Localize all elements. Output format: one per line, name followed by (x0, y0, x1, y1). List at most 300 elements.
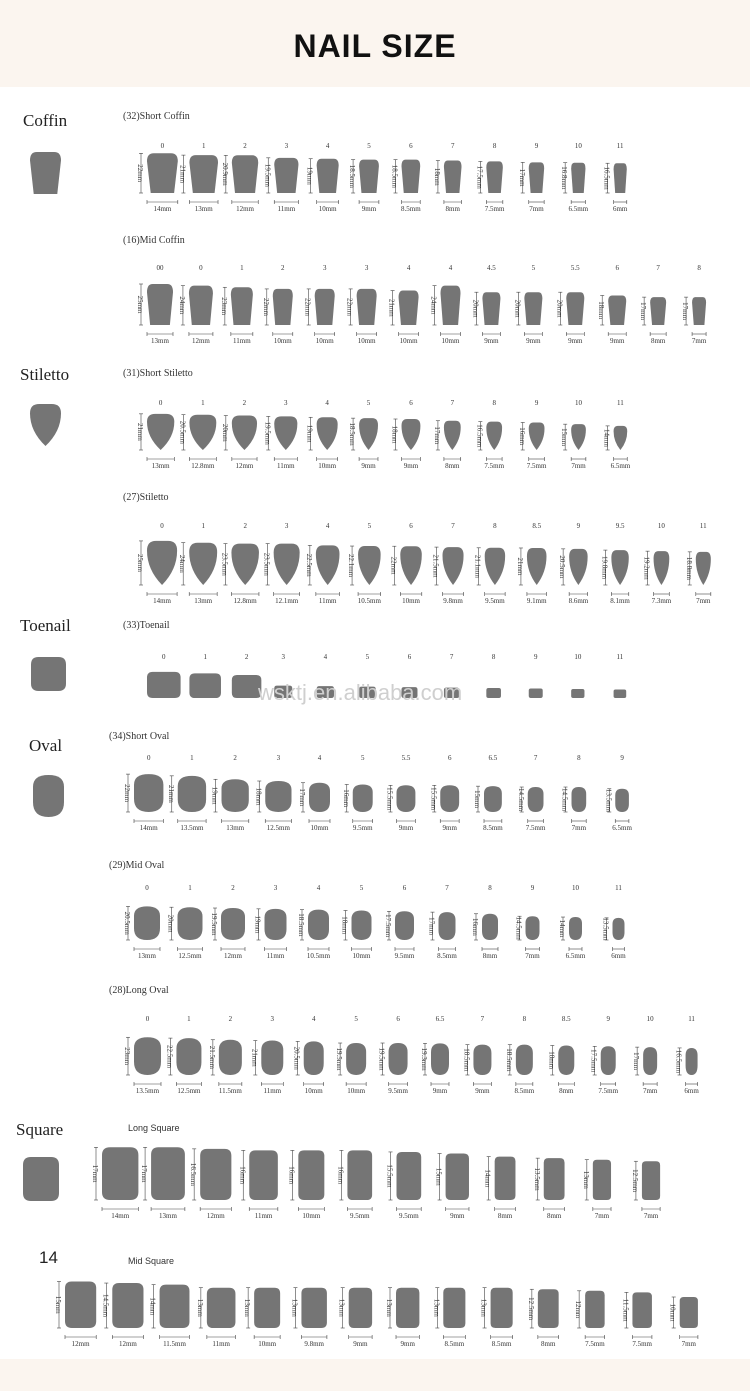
nail-size-number: 8 (697, 264, 701, 272)
nail-width-label: 11.5mm (163, 1340, 186, 1348)
nail-cell (386, 1152, 422, 1220)
oval-nail-shape (601, 1046, 616, 1075)
nail-width-label: 13mm (151, 462, 170, 470)
nail-width-label: 8.1mm (610, 597, 630, 605)
nail-width-label: 9mm (442, 824, 457, 832)
stiletto-nail-shape (527, 548, 547, 585)
nail-width-label: 8.5mm (491, 1340, 512, 1348)
nail-cell (136, 142, 178, 213)
nail-cell (254, 754, 291, 832)
nail-size-number: 1 (190, 754, 194, 762)
nail-width-label: 13mm (226, 824, 245, 832)
nail-height-label: 17mm (298, 788, 306, 807)
nail-size-number: 3 (270, 1015, 275, 1023)
oval-nail-shape (395, 911, 414, 940)
nail-cell (347, 522, 381, 605)
coffin-nail-shape (399, 291, 419, 325)
nail-cell (304, 264, 335, 345)
nail-cell (432, 522, 464, 605)
nail-size-number: 00 (156, 264, 164, 272)
nail-width-label: 14mm (153, 205, 172, 213)
nail-cell (560, 399, 586, 470)
nail-height-label: 20.5mm (558, 555, 567, 579)
nail-width-label: 10mm (352, 952, 371, 960)
nail-width-label: 11mm (277, 205, 296, 213)
nail-height-label: 16mm (336, 1166, 345, 1185)
nail-width-label: 8.6mm (568, 597, 589, 605)
nail-row (54, 1282, 698, 1349)
nail-cell (484, 1157, 516, 1220)
nail-cell (386, 754, 416, 832)
nail-width-label: 9.8mm (304, 1340, 324, 1348)
nail-cell (123, 754, 163, 832)
nail-cell (614, 653, 627, 698)
nail-size-number: 4 (325, 399, 329, 407)
nail-height-label: 23mm (123, 1047, 131, 1066)
nail-width-label: 9mm (484, 337, 499, 345)
square-nail-shape (102, 1147, 138, 1200)
nail-cell (149, 1285, 190, 1348)
oval-nail-shape (431, 1043, 449, 1075)
nail-cell (167, 754, 206, 832)
nail-cell (232, 653, 262, 698)
nail-height-label: 22.1mm (347, 553, 356, 578)
nail-cell (211, 754, 249, 832)
stiletto-nail-shape (274, 544, 300, 585)
nail-cell (590, 1015, 619, 1095)
nail-cell (348, 399, 378, 470)
nail-width-label: 12.8mm (233, 597, 257, 605)
coffin-nail-shape (441, 286, 461, 325)
nail-width-label: 10mm (347, 1087, 366, 1095)
nail-height-label: 14.5mm (560, 787, 569, 812)
nail-height-label: 16.8mm (560, 166, 569, 190)
square-nail-shape (249, 1150, 278, 1200)
nail-width-label: 10mm (258, 1340, 277, 1348)
square-nail-shape (585, 1291, 605, 1328)
nail-height-label: 16mm (517, 427, 526, 446)
nail-cell (91, 1147, 138, 1220)
toenail-nail-shape (189, 673, 221, 698)
nail-size-number: 3 (364, 264, 369, 272)
nail-width-label: 11mm (266, 952, 285, 960)
nail-size-number: 3 (322, 264, 327, 272)
nail-size-number: 1 (201, 522, 205, 530)
nail-height-label: 15mm (54, 1295, 62, 1314)
oval-nail-shape (219, 1040, 242, 1075)
nail-height-label: 22mm (136, 164, 144, 183)
nail-height-label: 17mm (91, 1164, 99, 1183)
nail-width-label: 6mm (684, 1087, 699, 1095)
nail-height-label: 16.5mm (602, 166, 611, 190)
nail-size-number: 8 (492, 399, 496, 407)
stiletto-nail-shape (614, 426, 628, 450)
nail-cell (220, 264, 253, 345)
nail-width-label: 9mm (361, 462, 376, 470)
square-nail-shape (491, 1288, 513, 1328)
nail-height-label: 17.5mm (384, 914, 392, 938)
nail-width-label: 11mm (276, 462, 295, 470)
nail-width-label: 14mm (153, 597, 171, 605)
nail-size-number: 8 (577, 754, 581, 762)
nail-size-number: 0 (158, 399, 163, 407)
oval-nail-shape (352, 910, 372, 940)
oval-nail-shape (134, 774, 163, 812)
nail-width-label: 7mm (696, 597, 711, 605)
nail-height-label: 18mm (432, 167, 441, 186)
nail-size-number: 9 (530, 884, 535, 892)
nail-width-label: 7mm (643, 1212, 659, 1220)
nail-width-label: 12.5mm (266, 824, 290, 832)
nail-height-label: 16.5mm (674, 1049, 683, 1074)
coffin-nail-shape (317, 159, 339, 193)
oval-nail-shape (526, 916, 540, 940)
nail-size-number: 9.5 (615, 522, 625, 530)
nail-width-label: 13mm (159, 1212, 177, 1220)
coffin-nail-shape (571, 163, 585, 193)
oval-nail-shape (261, 1041, 283, 1075)
nail-size-number: 8.5 (561, 1015, 571, 1023)
nail-cell (471, 264, 500, 345)
nail-cell (515, 884, 541, 960)
nail-cell (136, 264, 173, 345)
nail-width-label: 7.5mm (526, 462, 547, 470)
oval-nail-shape (615, 789, 629, 812)
nail-size-number: 7 (451, 522, 455, 530)
nail-size-number: 5 (366, 399, 371, 407)
nail-height-label: 16mm (238, 1166, 247, 1185)
coffin-nail-shape (692, 297, 706, 325)
nail-height-label: 20mm (555, 299, 564, 318)
nail-width-label: 12mm (71, 1340, 90, 1348)
coffin-nail-shape (614, 163, 627, 193)
stiletto-nail-shape (611, 550, 628, 585)
nail-height-label: 21mm (250, 1048, 259, 1067)
nail-height-label: 15.5mm (429, 787, 438, 811)
nail-row (136, 522, 711, 605)
row-label-short-stiletto: (31)Short Stiletto (123, 368, 193, 379)
oval-nail-shape (484, 786, 502, 812)
nail-width-label: 7.5mm (598, 1087, 619, 1095)
nail-height-label: 19.5mm (335, 1047, 344, 1071)
nail-height-label: 13mm (479, 1298, 488, 1317)
nail-width-label: 9mm (568, 337, 583, 345)
oval-nail-shape (440, 785, 459, 812)
nail-size-number: 5 (365, 653, 370, 661)
nail-cell (348, 142, 379, 213)
nail-cell (189, 1149, 231, 1220)
nail-size-number: 2 (233, 754, 237, 762)
nail-size-number: 9 (534, 399, 539, 407)
nail-size-number: 4 (325, 522, 330, 530)
nail-size-number: 3 (284, 399, 288, 407)
nail-size-number: 0 (145, 884, 149, 892)
nail-cell (428, 884, 458, 960)
square-nail-shape (151, 1147, 185, 1200)
nail-height-label: 19.8mm (600, 555, 609, 580)
nail-cell (621, 1292, 652, 1348)
nail-size-number: 6 (409, 399, 413, 407)
nail-size-number: 1 (188, 884, 192, 892)
nail-height-label: 17.5mm (589, 1049, 598, 1073)
nail-size-number: 6 (396, 1015, 400, 1023)
nail-width-label: 8.5mm (437, 952, 457, 960)
nail-cell (391, 142, 422, 213)
nail-height-label: 20mm (513, 299, 522, 318)
nail-cell (287, 1150, 324, 1220)
nail-size-number: 7 (445, 884, 449, 892)
nail-height-label: 12.5mm (630, 1169, 639, 1193)
nail-cell (558, 522, 589, 605)
nail-width-label: 9mm (403, 462, 419, 470)
nail-size-number: 3 (273, 884, 278, 892)
square-category-shape (23, 1157, 59, 1201)
nail-height-label: 21mm (178, 165, 187, 184)
nail-size-number: 8 (493, 522, 497, 530)
nail-size-number: 9 (576, 522, 581, 530)
nail-cell (210, 884, 245, 960)
nail-height-label: 13.5mm (604, 788, 613, 812)
nail-width-label: 9mm (361, 205, 377, 213)
nail-height-label: 12mm (574, 1300, 583, 1319)
nail-cell (639, 264, 666, 345)
nail-cell (675, 1015, 700, 1095)
nail-cell (54, 1282, 96, 1349)
nail-height-label: 22mm (261, 298, 270, 316)
nail-height-label: 19.3mm (420, 1047, 428, 1071)
nail-size-number: 8 (492, 142, 497, 150)
nail-width-label: 9mm (526, 337, 541, 345)
nail-width-label: 10mm (318, 462, 337, 470)
oval-nail-shape (353, 784, 373, 812)
oval-nail-shape (178, 907, 203, 940)
nail-width-label: 10mm (402, 597, 420, 605)
nail-size-number: 5 (354, 1015, 358, 1023)
nail-size-number: 5 (367, 522, 372, 530)
coffin-nail-shape (359, 160, 379, 193)
nail-width-label: 9.5mm (352, 824, 373, 832)
nail-size-number: 5 (367, 142, 371, 150)
nail-cell (432, 1288, 465, 1348)
nail-cell (480, 1288, 513, 1348)
square-nail-shape (298, 1150, 324, 1200)
nail-height-label: 21mm (136, 422, 144, 441)
nail-height-label: 19mm (210, 786, 219, 805)
square-nail-shape (349, 1288, 372, 1328)
nail-cell (250, 1015, 283, 1095)
nail-height-label: 22.5mm (304, 553, 313, 577)
nail-height-label: 23mm (219, 297, 228, 316)
nail-size-number: 0 (160, 522, 164, 530)
nail-size-number: 3 (276, 754, 281, 762)
coffin-nail-shape (402, 160, 421, 193)
nail-cell (471, 884, 498, 960)
row-label-long-square: Long Square (128, 1123, 180, 1133)
page-title: NAIL SIZE (293, 28, 457, 64)
nail-row (136, 142, 628, 213)
stiletto-nail-shape (147, 541, 177, 585)
nail-width-label: 13mm (194, 597, 213, 605)
nail-height-label: 20mm (471, 299, 480, 318)
nail-cell (533, 1158, 565, 1220)
nail-cell (189, 653, 221, 698)
nail-height-label: 13mm (581, 1170, 590, 1189)
nail-cell (513, 264, 542, 345)
oval-nail-shape (304, 1041, 324, 1075)
nail-width-label: 11mm (212, 1340, 230, 1348)
nail-height-label: 17mm (517, 168, 526, 187)
nail-width-label: 10mm (302, 1212, 321, 1220)
nail-height-label: 13mm (385, 1298, 393, 1317)
coffin-nail-shape (147, 284, 173, 325)
nail-height-label: 23.5mm (220, 552, 229, 576)
nail-size-number: 7 (449, 653, 454, 661)
nail-cell (681, 264, 707, 345)
square-nail-shape (632, 1292, 652, 1328)
nail-size-number: 2 (228, 1015, 233, 1023)
stiletto-nail-shape (147, 414, 174, 450)
oval-nail-shape (516, 1045, 533, 1075)
stiletto-nail-shape (231, 544, 259, 585)
category-coffin-label: Coffin (23, 111, 68, 130)
nail-height-label: 19.5mm (263, 163, 272, 187)
nail-row (123, 1015, 699, 1095)
nail-cell (571, 653, 584, 698)
nail-width-label: 8mm (559, 1087, 574, 1095)
nail-size-number: 0 (145, 1015, 150, 1023)
nail-cell (342, 754, 373, 832)
nail-height-label: 16mm (341, 789, 350, 808)
nail-cell (178, 264, 213, 345)
nail-width-label: 9.8mm (443, 597, 463, 605)
nail-height-label: 21mm (387, 298, 396, 317)
coffin-nail-shape (486, 161, 503, 193)
nail-cell (290, 1288, 326, 1348)
coffin-nail-shape (147, 153, 178, 193)
nail-height-label: 21.5mm (431, 554, 440, 578)
nail-width-label: 7.5mm (484, 462, 505, 470)
coffin-nail-shape (482, 292, 500, 325)
nail-width-label: 10mm (441, 337, 460, 345)
nail-height-label: 18.5mm (297, 913, 305, 937)
nail-cell (643, 522, 672, 605)
nail-cell (346, 264, 377, 345)
nail-height-label: 17mm (681, 302, 690, 321)
nail-height-label: 11.5mm (621, 1298, 630, 1322)
nail-cell (561, 754, 587, 832)
nail-width-label: 6mm (612, 205, 628, 213)
oval-nail-shape (265, 909, 287, 940)
nail-cell (221, 399, 257, 470)
nail-cell (140, 1147, 185, 1220)
nail-cell (582, 1160, 611, 1220)
oval-nail-shape (572, 787, 587, 812)
nail-cell (558, 884, 586, 960)
oval-nail-shape (569, 917, 582, 940)
nail-width-label: 9mm (475, 1087, 490, 1095)
nail-width-label: 8mm (546, 1212, 562, 1220)
oval-nail-shape (439, 912, 456, 940)
nail-height-label: 19.5mm (377, 1047, 386, 1071)
nail-cell (518, 399, 547, 470)
coffin-nail-shape (315, 289, 335, 325)
nail-height-label: 19.2mm (642, 556, 651, 580)
nail-size-number: 7 (656, 264, 660, 272)
nail-size-number: 7 (450, 142, 455, 150)
nail-height-label: 15mm (560, 428, 569, 447)
stiletto-nail-shape (274, 416, 297, 450)
nail-cell (486, 653, 501, 698)
stiletto-nail-shape (189, 543, 217, 585)
nail-cell (378, 1015, 409, 1095)
stiletto-category-shape (30, 404, 61, 446)
oval-nail-shape (686, 1048, 698, 1075)
nail-height-label: 21mm (515, 557, 524, 576)
nail-height-label: 18mm (254, 787, 263, 806)
coffin-nail-shape (274, 158, 298, 193)
coffin-nail-shape (189, 286, 213, 325)
nail-cell (123, 1015, 161, 1095)
nail-height-label: 20.5mm (292, 1046, 301, 1070)
nail-width-label: 9.5mm (394, 952, 415, 960)
nail-size-number: 1 (201, 142, 206, 150)
nail-width-label: 8mm (650, 337, 666, 345)
nail-cell (574, 1291, 605, 1348)
nail-cell (685, 522, 711, 605)
nail-size-number: 2 (244, 653, 249, 661)
nail-height-label: 15.5mm (385, 1164, 394, 1188)
nail-width-label: 9mm (432, 1087, 448, 1095)
nail-width-label: 12mm (224, 952, 242, 960)
nail-height-label: 20.9mm (220, 162, 229, 186)
stiletto-nail-shape (654, 551, 670, 585)
nail-width-label: 11mm (254, 1212, 273, 1220)
square-nail-shape (495, 1157, 516, 1200)
oval-nail-shape (397, 785, 416, 812)
nail-height-label: 19mm (305, 166, 314, 185)
nail-width-label: 13mm (151, 337, 169, 345)
nail-cell (147, 653, 181, 698)
nail-row (136, 399, 631, 470)
nail-cell (602, 884, 627, 960)
nail-size-number: 2 (243, 142, 247, 150)
nail-height-label: 18.5mm (390, 164, 399, 188)
nail-height-label: 14mm (483, 1169, 492, 1188)
square-nail-shape (544, 1158, 565, 1200)
nail-height-label: 18mm (340, 916, 349, 935)
nail-width-label: 8mm (445, 462, 460, 470)
nail-size-number: 0 (160, 142, 165, 150)
toenail-nail-shape (529, 689, 543, 698)
nail-cell (263, 142, 298, 213)
nail-width-label: 7.5mm (585, 1340, 605, 1348)
nail-size-number: 6 (407, 653, 412, 661)
nail-size-number: 2 (281, 264, 285, 272)
nail-width-label: 10mm (318, 205, 337, 213)
nail-size-number: 9 (534, 142, 539, 150)
oval-nail-shape (389, 1043, 408, 1075)
nail-cell (600, 522, 630, 605)
square-nail-shape (301, 1288, 326, 1328)
nail-cell (384, 884, 415, 960)
nail-cell (196, 1288, 236, 1348)
nail-cell (254, 884, 287, 960)
oval-nail-shape (176, 1038, 201, 1075)
nail-size-number: 6 (615, 264, 619, 272)
stiletto-nail-shape (696, 552, 711, 585)
nail-width-label: 10mm (315, 337, 334, 345)
square-nail-shape (443, 1288, 465, 1328)
